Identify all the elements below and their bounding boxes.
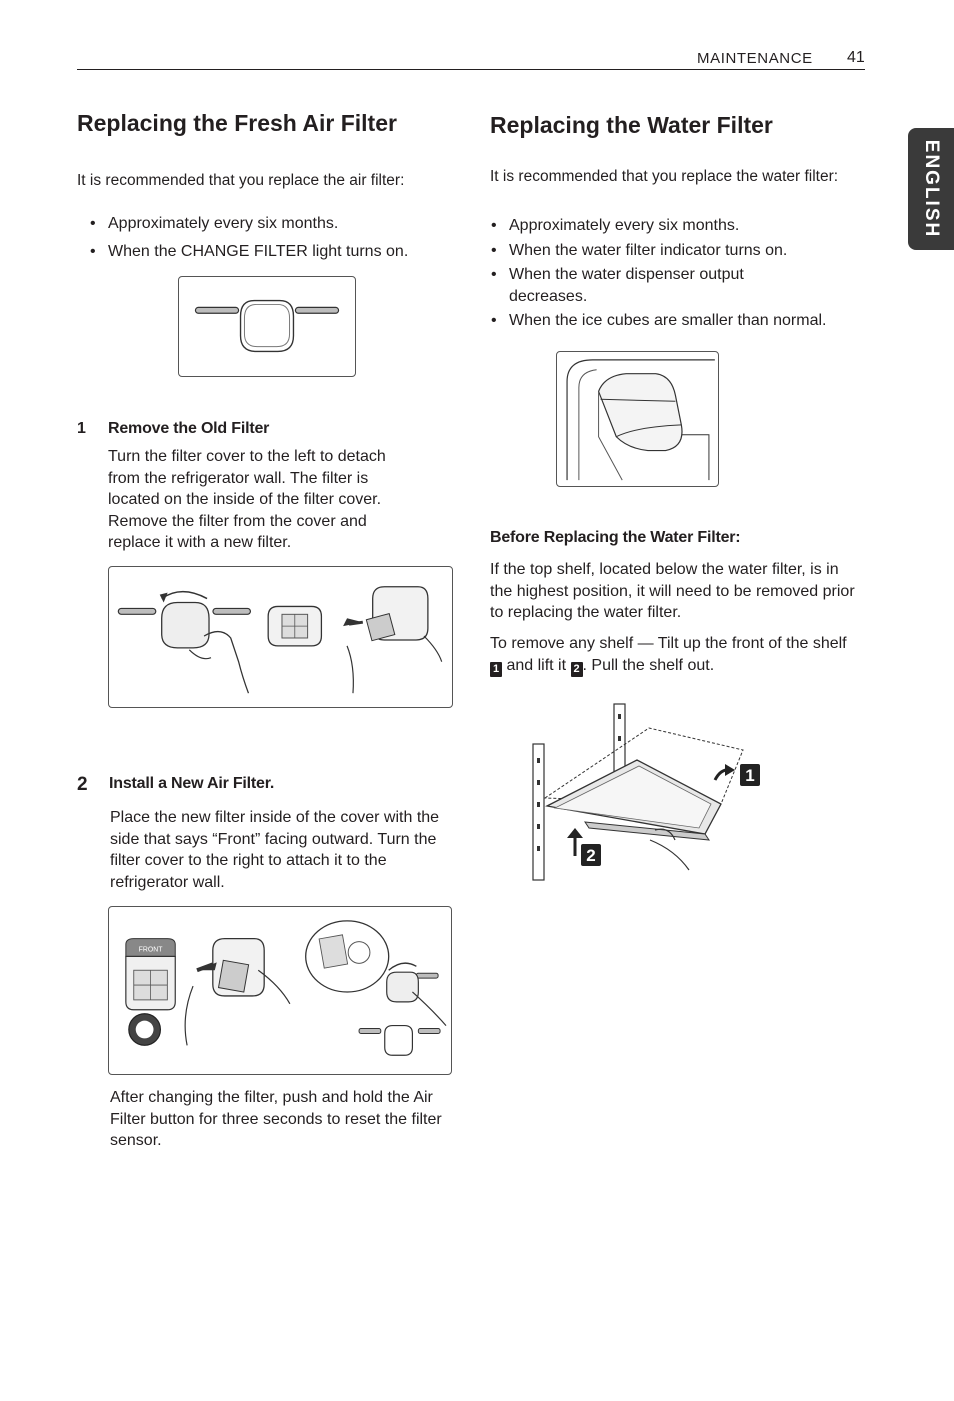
reset-sensor-text: After changing the filter, push and hold the Air Filter button for three seconds to reset the filter sensor. bbox=[110, 1089, 442, 1149]
front-label: FRONT bbox=[138, 946, 163, 954]
air-filter-bullets bbox=[89, 213, 449, 262]
list-item: • When the water dispenser output decreases. bbox=[490, 264, 790, 307]
water-filter-illustration bbox=[557, 352, 718, 486]
list-item: • Approximately every six months. bbox=[490, 215, 855, 237]
step-1-title: Remove the Old Filter bbox=[108, 420, 270, 437]
language-tab bbox=[908, 128, 954, 250]
remove-shelf-text bbox=[490, 633, 860, 677]
install-filter-illustration bbox=[109, 907, 451, 1074]
language-tab-label: ENGLISH bbox=[921, 139, 942, 239]
step-marker-2: 2 bbox=[571, 662, 583, 677]
air-filter-title: Replacing the Fresh Air Filter bbox=[77, 110, 397, 136]
step-2-title: Install a New Air Filter. bbox=[109, 775, 275, 792]
remove-shelf-text-3: . Pull the shelf out. bbox=[582, 656, 715, 674]
header-divider bbox=[77, 69, 865, 70]
before-replacing-text: If the top shelf, located below the water filter, is in the highest position, it will need to be removed prior to replacing the water filter. bbox=[490, 561, 855, 621]
install-filter-figure bbox=[108, 906, 452, 1075]
remove-shelf-text-1: To remove any shelf — Tilt up the front of the shelf bbox=[490, 635, 847, 652]
step-2-text: Place the new filter inside of the cover with the side that says “Front” facing outward. Turn the filter cover to the right to attach it to the refrigerator wall. bbox=[110, 809, 440, 891]
list-item: • Approximately every six months. bbox=[89, 213, 449, 235]
air-filter-intro: It is recommended that you replace the air filter: bbox=[77, 172, 405, 189]
water-filter-title: Replacing the Water Filter bbox=[490, 112, 773, 138]
step-1-number: 1 bbox=[77, 420, 86, 437]
step-1-text: Turn the filter cover to the left to detach from the refrigerator wall. The filter is located on the inside of the filter cover. Remove the filter from the cover and replace it with a new filter. bbox=[108, 448, 386, 551]
shelf-removal-illustration bbox=[525, 700, 775, 885]
shelf-removal-figure bbox=[525, 700, 775, 885]
remove-shelf-text-2: and lift it bbox=[506, 656, 567, 674]
page-number: 41 bbox=[847, 49, 865, 66]
list-item: • When the ice cubes are smaller than normal. bbox=[490, 310, 855, 332]
control-panel-illustration bbox=[179, 277, 355, 376]
step-marker-1: 1 bbox=[490, 662, 502, 677]
remove-filter-illustration bbox=[109, 567, 452, 707]
water-filter-bullets bbox=[490, 215, 855, 332]
figure-marker-2: 2 bbox=[586, 846, 596, 865]
step-2-number: 2 bbox=[77, 774, 88, 795]
list-item: • When the water filter indicator turns on. bbox=[490, 240, 855, 262]
water-filter-location-figure bbox=[556, 351, 719, 487]
figure-marker-1: 1 bbox=[745, 766, 755, 785]
water-filter-intro: It is recommended that you replace the water filter: bbox=[490, 168, 839, 185]
section-header: MAINTENANCE bbox=[697, 50, 813, 67]
air-filter-button-figure bbox=[178, 276, 356, 377]
list-item: • When the CHANGE FILTER light turns on. bbox=[89, 241, 449, 263]
before-replacing-title: Before Replacing the Water Filter: bbox=[490, 529, 741, 546]
remove-filter-figure bbox=[108, 566, 453, 708]
